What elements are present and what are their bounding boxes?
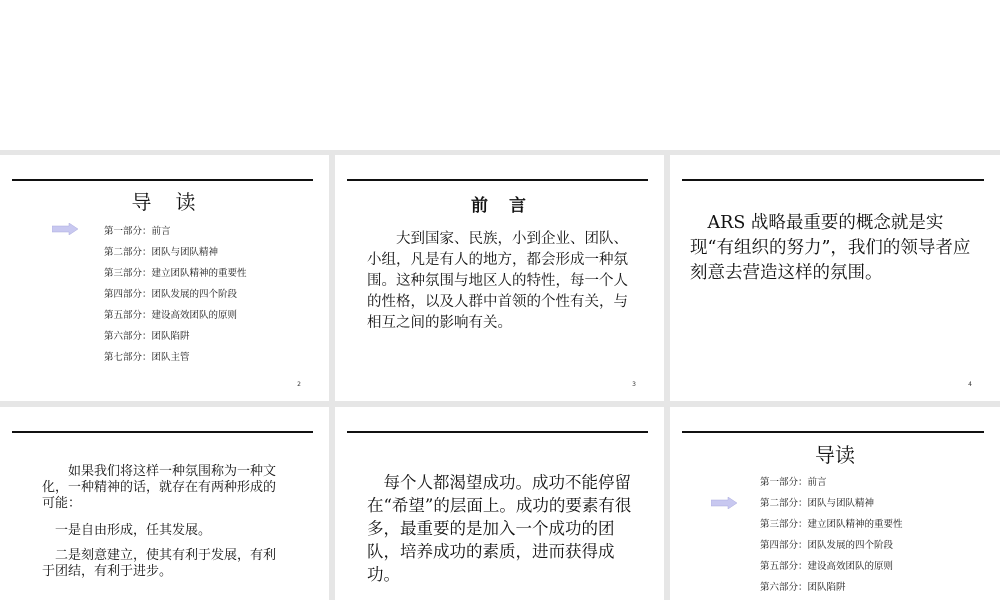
arrow-icon <box>52 223 78 235</box>
title-rule <box>12 179 313 181</box>
slide-thumbnail-7[interactable] <box>670 407 1000 600</box>
slide-body-text: 一是自由形成，任其发展。 <box>42 523 212 538</box>
slide-body-text: ARS 战略最重要的概念就是实现“有组织的努力”，我们的领导者应刻意去营造这样的氛围。 <box>690 213 971 283</box>
slide-thumbnail-5[interactable] <box>0 407 329 600</box>
slide-title: 导读 <box>815 443 855 467</box>
toc-item: 第二部分：团队与团队精神 <box>760 498 875 509</box>
arrow-icon <box>711 497 737 509</box>
top-blank-area <box>0 0 1000 150</box>
toc-item: 第三部分：建立团队精神的重要性 <box>760 519 903 530</box>
slide-title: 前 言 <box>471 196 528 216</box>
slide-body-text: 如果我们将这样一种氛围称为一种文化，一种精神的话，就存在有两种形成的可能： <box>42 464 277 511</box>
toc-item: 第七部分：团队主管 <box>104 352 190 363</box>
toc-item: 第四部分：团队发展的四个阶段 <box>760 540 894 551</box>
page-number: 2 <box>297 381 301 388</box>
toc-list <box>760 472 903 598</box>
slide-thumbnail-4[interactable] <box>670 155 1000 401</box>
slide-sorter-grid <box>0 155 1000 600</box>
slide-body-text: 每个人都渴望成功。成功不能停留在“希望”的层面上。成功的要素有很多，最重要的是加入一个成功的团队，培养成功的素质，进而获得成功。 <box>367 473 632 584</box>
toc-item: 第四部分：团队发展的四个阶段 <box>104 289 238 300</box>
toc-item: 第一部分：前言 <box>104 226 171 237</box>
slide-body-text: 大到国家、民族，小到企业、团队、小组，凡是有人的地方，都会形成一种氛围。这种氛围与地区人的特性，每一个人的性格，以及人群中首领的个性有关，与相互之间的影响有关。 <box>367 231 628 331</box>
toc-list <box>104 221 247 368</box>
slide-thumbnail-6[interactable] <box>335 407 664 600</box>
toc-item: 第五部分：建设高效团队的原则 <box>104 310 238 321</box>
title-rule <box>347 179 648 181</box>
slide-title: 导 读 <box>131 190 198 214</box>
toc-item: 第六部分：团队陷阱 <box>104 331 190 342</box>
slide-thumbnail-3[interactable] <box>335 155 664 401</box>
title-rule <box>682 179 984 181</box>
page-number: 4 <box>968 381 972 388</box>
title-rule <box>682 431 984 433</box>
slide-thumbnail-2[interactable] <box>0 155 329 401</box>
slide-body-text: 二是刻意建立，使其有利于发展，有利于团结，有利于进步。 <box>42 548 277 579</box>
toc-item: 第二部分：团队与团队精神 <box>104 247 219 258</box>
toc-item: 第一部分：前言 <box>760 477 827 488</box>
toc-item: 第三部分：建立团队精神的重要性 <box>104 268 247 279</box>
title-rule <box>347 431 648 433</box>
toc-item: 第六部分：团队陷阱 <box>760 582 846 593</box>
page-number: 3 <box>632 381 636 388</box>
title-rule <box>12 431 313 433</box>
toc-item: 第五部分：建设高效团队的原则 <box>760 561 894 572</box>
